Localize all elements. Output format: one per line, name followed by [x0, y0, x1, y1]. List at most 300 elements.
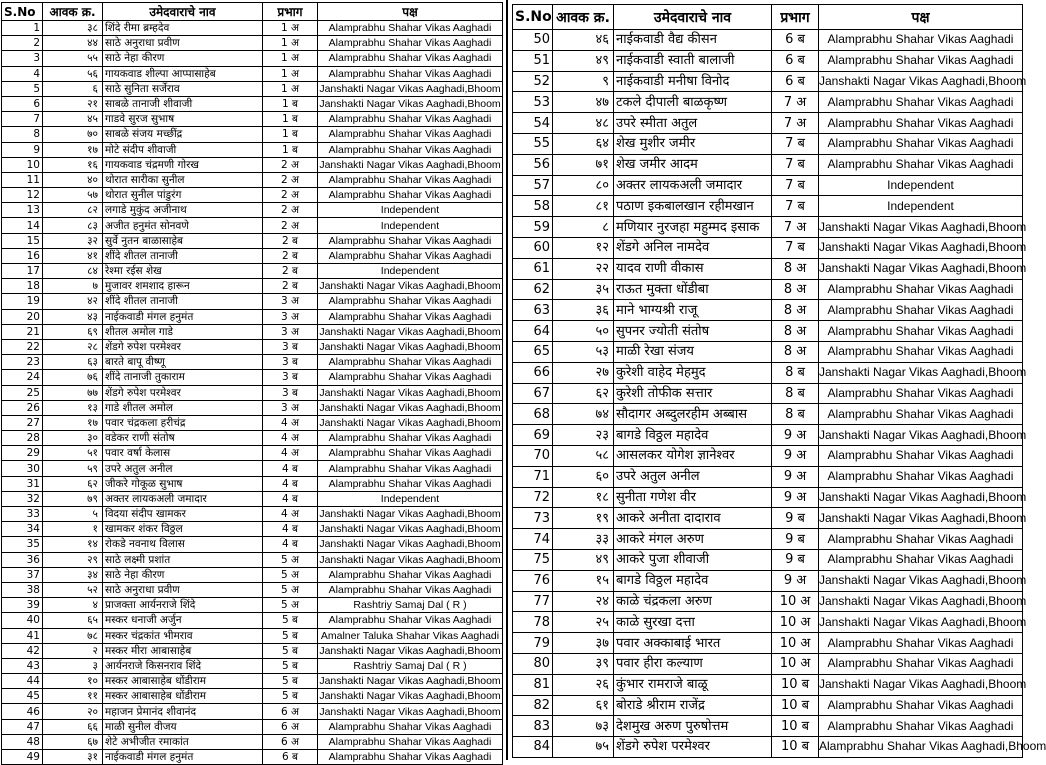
row-sno: 53 — [513, 92, 553, 113]
row-avak-number: १९ — [553, 508, 614, 529]
row-avak-number: ५५ — [43, 51, 103, 66]
table-row — [2, 279, 503, 294]
row-party: Janshakti Nagar Vikas Aaghadi,Bhoom — [319, 644, 501, 657]
row-ward: 1 अ — [263, 21, 318, 36]
row-party: Alamprabhu Shahar Vikas Aaghadi — [318, 51, 503, 66]
row-party: Independent — [318, 203, 503, 218]
row-party: Rashtriy Samaj Dal ( R ) — [318, 598, 503, 613]
row-avak-number: ३६ — [553, 300, 614, 321]
row-ward: 8 अ — [772, 300, 819, 321]
row-avak-number: ३८ — [43, 21, 103, 36]
row-party: Janshakti Nagar Vikas Aaghadi,Bhoom — [319, 690, 501, 703]
row-ward: 9 ब — [772, 549, 819, 570]
row-party: Alamprabhu Shahar Vikas Aaghadi — [819, 716, 1023, 737]
row-party: Alamprabhu Shahar Vikas Aaghadi — [819, 653, 1023, 674]
row-ward: 8 ब — [772, 362, 819, 383]
row-party: Alamprabhu Shahar Vikas Aaghadi — [318, 233, 503, 248]
row-candidate-name: थोरात सुनील पांडुरंग — [103, 188, 263, 203]
row-candidate-name: पवार अक्काबाई भारत — [614, 633, 772, 654]
row-sno: 42 — [2, 643, 43, 658]
row-candidate-name: मस्कर आबासाहेब धोंडीराम — [103, 674, 263, 689]
row-ward: 10 अ — [772, 591, 819, 612]
row-candidate-name: मस्कर मीरा आबासाहेब — [103, 643, 263, 658]
row-candidate-name: शेंडगे रुपेश परमेश्वर — [103, 339, 263, 354]
row-candidate-name: आकरे मंगल अरुण — [614, 529, 772, 550]
row-sno: 60 — [513, 237, 553, 258]
table-row — [2, 598, 503, 613]
row-avak-number: ९ — [553, 71, 614, 92]
row-candidate-name: कुंभार रामराजे बाळू — [614, 674, 772, 695]
row-avak-number: ६१ — [553, 695, 614, 716]
row-candidate-name: शेंडगे अनिल नामदेव — [614, 237, 772, 258]
row-avak-number: ४५ — [43, 112, 103, 127]
row-candidate-name: मस्कर चंद्रकांत भीमराव — [103, 628, 263, 643]
table-row — [2, 157, 503, 172]
table-row — [2, 522, 503, 537]
row-sno: 78 — [513, 612, 553, 633]
row-party: Alamprabhu Shahar Vikas Aaghadi — [318, 719, 503, 734]
row-avak-number: ३ — [43, 658, 103, 673]
table-row — [513, 737, 1023, 758]
row-ward: 5 अ — [263, 598, 318, 613]
row-ward: 2 अ — [263, 188, 318, 203]
row-candidate-name: साबळे संजय मच्छींद्र — [103, 127, 263, 142]
table-row — [2, 142, 503, 157]
row-candidate-name: वडेकर राणी संतोष — [103, 431, 263, 446]
row-candidate-name: शीतल अमोल गाडे — [103, 324, 263, 339]
row-candidate-name: कुरेशी तोफीक सत्तार — [614, 383, 772, 404]
row-candidate-name: साठे नेहा कीरण — [103, 51, 263, 66]
table-row — [2, 461, 503, 476]
header-avak: आवक क्र. — [43, 3, 103, 21]
row-ward: 9 ब — [772, 529, 819, 550]
table-row — [513, 612, 1023, 633]
row-sno: 74 — [513, 529, 553, 550]
row-avak-number: ४१ — [43, 248, 103, 263]
row-candidate-name: गाडे शीतल अमोल — [103, 400, 263, 415]
table-row — [2, 324, 503, 339]
row-sno: 55 — [513, 133, 553, 154]
row-candidate-name: शेंडगे रुपेश परमेश्वर — [103, 385, 263, 400]
row-candidate-name: शेख जमीर आदम — [614, 154, 772, 175]
row-sno: 67 — [513, 383, 553, 404]
table-row — [513, 445, 1023, 466]
row-party: Alamprabhu Shahar Vikas Aaghadi — [819, 383, 1023, 404]
row-avak-number: २८ — [43, 339, 103, 354]
table-row — [513, 217, 1023, 238]
row-ward: 4 अ — [263, 446, 318, 461]
row-candidate-name: साबळे तानाजी शीवाजी — [103, 96, 263, 111]
table-row — [513, 487, 1023, 508]
header-ward: प्रभाग — [772, 5, 819, 30]
row-party: Rashtriy Samaj Dal ( R ) — [318, 658, 503, 673]
row-candidate-name: बागडे विठ्ठल महादेव — [614, 570, 772, 591]
row-ward: 7 अ — [772, 217, 819, 238]
table-row — [2, 400, 503, 415]
row-party: Janshakti Nagar Vikas Aaghadi,Bhoom — [819, 487, 1023, 508]
row-avak-number: ६२ — [43, 476, 103, 491]
row-party: Alamprabhu Shahar Vikas Aaghadi — [318, 142, 503, 157]
row-party: Alamprabhu Shahar Vikas Aaghadi — [318, 446, 503, 461]
table-row — [2, 309, 503, 324]
row-ward: 2 ब — [263, 248, 318, 263]
row-party: Independent — [819, 175, 1023, 196]
row-party: Alamprabhu Shahar Vikas Aaghadi — [318, 112, 503, 127]
row-sno: 5 — [2, 81, 43, 96]
row-party: Alamprabhu Shahar Vikas Aaghadi — [819, 50, 1023, 71]
row-party: Alamprabhu Shahar Vikas Aaghadi — [819, 279, 1023, 300]
row-party: Janshakti Nagar Vikas Aaghadi,Bhoom — [319, 416, 501, 429]
row-party: Alamprabhu Shahar Vikas Aaghadi — [819, 30, 1023, 51]
row-sno: 68 — [513, 404, 553, 425]
row-ward: 3 अ — [263, 324, 318, 339]
row-party: Alamprabhu Shahar Vikas Aaghadi — [318, 613, 503, 628]
row-ward: 9 अ — [772, 425, 819, 446]
row-sno: 40 — [2, 613, 43, 628]
row-party: Janshakti Nagar Vikas Aaghadi,Bhoom — [819, 570, 1023, 591]
row-ward: 1 ब — [263, 112, 318, 127]
row-ward: 5 ब — [263, 613, 318, 628]
row-ward: 1 अ — [263, 66, 318, 81]
row-ward: 4 अ — [263, 431, 318, 446]
row-avak-number: ६३ — [43, 355, 103, 370]
row-candidate-name: रेश्मा रईस शेख — [103, 264, 263, 279]
row-candidate-name: पवार वर्षा केलास — [103, 446, 263, 461]
row-avak-number: ५९ — [43, 461, 103, 476]
row-avak-number: ३७ — [553, 633, 614, 654]
table-row — [513, 133, 1023, 154]
table-row — [513, 71, 1023, 92]
header-sno: S.No — [2, 3, 43, 21]
row-avak-number: १७ — [43, 415, 103, 430]
row-party: Alamprabhu Shahar Vikas Aaghadi — [318, 21, 503, 36]
row-party: Alamprabhu Shahar Vikas Aaghadi — [819, 113, 1023, 134]
row-sno: 14 — [2, 218, 43, 233]
table-row — [2, 36, 503, 51]
row-ward: 7 ब — [772, 196, 819, 217]
row-sno: 58 — [513, 196, 553, 217]
row-sno: 35 — [2, 537, 43, 552]
row-avak-number: ७८ — [43, 628, 103, 643]
row-party: Janshakti Nagar Vikas Aaghadi,Bhoom — [819, 612, 1023, 633]
row-party: Alamprabhu Shahar Vikas Aaghadi — [318, 309, 503, 324]
row-ward: 10 ब — [772, 674, 819, 695]
row-avak-number: ४४ — [43, 36, 103, 51]
row-party: Alamprabhu Shahar Vikas Aaghadi — [318, 355, 503, 370]
row-party: Alamprabhu Shahar Vikas Aaghadi — [819, 633, 1023, 654]
header-name: उमेदवाराचे नाव — [103, 3, 263, 21]
row-party: Janshakti Nagar Vikas Aaghadi,Bhoom — [319, 508, 501, 521]
row-candidate-name: अक्तर लायकअली जमादार — [614, 175, 772, 196]
row-sno: 65 — [513, 341, 553, 362]
row-avak-number: ५ — [43, 507, 103, 522]
row-candidate-name: टकले दीपाली बाळकृष्ण — [614, 92, 772, 113]
row-candidate-name: शींदे तानाजी तुकाराम — [103, 370, 263, 385]
row-candidate-name: सुर्वे नुतन बाळासाहेब — [103, 233, 263, 248]
row-avak-number: ३० — [43, 431, 103, 446]
row-candidate-name: काळे सुरखा दत्ता — [614, 612, 772, 633]
row-avak-number: ४८ — [553, 113, 614, 134]
row-sno: 76 — [513, 570, 553, 591]
row-ward: 10 अ — [772, 653, 819, 674]
row-ward: 7 ब — [772, 175, 819, 196]
row-ward: 5 अ — [263, 582, 318, 597]
row-sno: 11 — [2, 172, 43, 187]
table-row — [513, 549, 1023, 570]
row-avak-number: ७४ — [553, 404, 614, 425]
row-party: Alamprabhu Shahar Vikas Aaghadi — [819, 695, 1023, 716]
row-sno: 36 — [2, 552, 43, 567]
table-row — [2, 582, 503, 597]
row-sno: 13 — [2, 203, 43, 218]
row-party: Alamprabhu Shahar Vikas Aaghadi — [318, 172, 503, 187]
row-sno: 29 — [2, 446, 43, 461]
row-sno: 28 — [2, 431, 43, 446]
row-party: Janshakti Nagar Vikas Aaghadi,Bhoom — [819, 674, 1023, 695]
row-avak-number: ७७ — [43, 385, 103, 400]
row-party: Alamprabhu Shahar Vikas Aaghadi — [819, 300, 1023, 321]
row-avak-number: १० — [43, 674, 103, 689]
row-party: Alamprabhu Shahar Vikas Aaghadi — [318, 567, 503, 582]
row-avak-number: १२ — [553, 237, 614, 258]
row-avak-number: ५२ — [43, 582, 103, 597]
row-party: Alamprabhu Shahar Vikas Aaghadi — [318, 248, 503, 263]
row-party: Janshakti Nagar Vikas Aaghadi,Bhoom — [819, 71, 1023, 92]
row-ward: 5 अ — [263, 552, 318, 567]
row-sno: 9 — [2, 142, 43, 157]
table-row — [2, 264, 503, 279]
row-candidate-name: खामकर शंकर विठ्ठल — [103, 522, 263, 537]
row-sno: 15 — [2, 233, 43, 248]
row-sno: 34 — [2, 522, 43, 537]
row-ward: 10 ब — [772, 737, 819, 758]
row-candidate-name: साठे लक्ष्मी प्रशांत — [103, 552, 263, 567]
row-sno: 46 — [2, 704, 43, 719]
row-avak-number: २२ — [553, 258, 614, 279]
row-avak-number: ३५ — [553, 279, 614, 300]
row-avak-number: २५ — [553, 612, 614, 633]
row-avak-number: १५ — [553, 570, 614, 591]
row-avak-number: ७१ — [553, 154, 614, 175]
row-avak-number: ३२ — [43, 233, 103, 248]
table-row — [2, 446, 503, 461]
row-candidate-name: माने भाग्यश्री राजू — [614, 300, 772, 321]
row-avak-number: २४ — [553, 591, 614, 612]
row-sno: 6 — [2, 96, 43, 111]
table-row — [2, 188, 503, 203]
row-sno: 70 — [513, 445, 553, 466]
row-sno: 20 — [2, 309, 43, 324]
row-sno: 25 — [2, 385, 43, 400]
row-sno: 63 — [513, 300, 553, 321]
row-party: Alamprabhu Shahar Vikas Aaghadi — [819, 445, 1023, 466]
table-row — [513, 716, 1023, 737]
row-sno: 79 — [513, 633, 553, 654]
row-candidate-name: नाईकवाडी मनीषा विनोद — [614, 71, 772, 92]
row-avak-number: २० — [43, 704, 103, 719]
row-sno: 38 — [2, 582, 43, 597]
row-sno: 21 — [2, 324, 43, 339]
row-avak-number: ५६ — [43, 66, 103, 81]
row-party: Janshakti Nagar Vikas Aaghadi,Bhoom — [819, 237, 1023, 258]
row-candidate-name: बोराडे श्रीराम राजेंद्र — [614, 695, 772, 716]
row-avak-number: ६७ — [43, 734, 103, 749]
row-candidate-name: सौदागर अब्दुलरहीम अब्बास — [614, 404, 772, 425]
row-ward: 10 अ — [772, 633, 819, 654]
row-candidate-name: उपरे अतुल अनील — [103, 461, 263, 476]
row-avak-number: ६९ — [43, 324, 103, 339]
row-ward: 6 ब — [263, 750, 318, 765]
row-ward: 4 अ — [263, 507, 318, 522]
table-row — [513, 529, 1023, 550]
row-avak-number: ७० — [43, 127, 103, 142]
row-avak-number: ३१ — [43, 750, 103, 765]
row-avak-number: ६५ — [43, 613, 103, 628]
row-ward: 4 अ — [263, 415, 318, 430]
row-sno: 61 — [513, 258, 553, 279]
row-sno: 1 — [2, 21, 43, 36]
row-avak-number: ८ — [553, 217, 614, 238]
table-row — [513, 321, 1023, 342]
row-avak-number: ८० — [553, 175, 614, 196]
row-candidate-name: देशमुख अरुण पुरुषोत्तम — [614, 716, 772, 737]
row-ward: 3 ब — [263, 355, 318, 370]
row-party: Alamprabhu Shahar Vikas Aaghadi — [819, 92, 1023, 113]
table-row — [2, 81, 503, 96]
row-sno: 31 — [2, 476, 43, 491]
header-row — [2, 3, 503, 21]
row-party: Janshakti Nagar Vikas Aaghadi,Bhoom — [319, 553, 501, 566]
row-avak-number: ४९ — [553, 50, 614, 71]
row-party: Alamprabhu Shahar Vikas Aaghadi — [819, 549, 1023, 570]
row-sno: 80 — [513, 653, 553, 674]
row-ward: 1 अ — [263, 81, 318, 96]
row-candidate-name: शींदे शीतल तानाजी — [103, 248, 263, 263]
row-sno: 26 — [2, 400, 43, 415]
row-sno: 37 — [2, 567, 43, 582]
row-avak-number: ५७ — [43, 188, 103, 203]
row-ward: 1 अ — [263, 36, 318, 51]
row-sno: 82 — [513, 695, 553, 716]
row-sno: 39 — [2, 598, 43, 613]
row-avak-number: १४ — [43, 537, 103, 552]
row-party: Alamprabhu Shahar Vikas Aaghadi — [318, 582, 503, 597]
row-sno: 7 — [2, 112, 43, 127]
row-party: Janshakti Nagar Vikas Aaghadi,Bhoom — [819, 425, 1023, 446]
table-row — [513, 154, 1023, 175]
row-ward: 3 ब — [263, 339, 318, 354]
row-avak-number: ८४ — [43, 264, 103, 279]
row-avak-number: ११ — [43, 689, 103, 704]
row-avak-number: ८२ — [43, 203, 103, 218]
row-party: Janshakti Nagar Vikas Aaghadi,Bhoom — [319, 386, 501, 399]
row-sno: 43 — [2, 658, 43, 673]
table-row — [513, 425, 1023, 446]
row-ward: 2 अ — [263, 203, 318, 218]
table-row — [2, 66, 503, 81]
row-candidate-name: साठे अनुराधा प्रवीण — [103, 36, 263, 51]
table-row — [2, 628, 503, 643]
table-row — [2, 218, 503, 233]
row-sno: 81 — [513, 674, 553, 695]
row-avak-number: ३९ — [553, 653, 614, 674]
table-row — [2, 96, 503, 111]
table-row — [2, 203, 503, 218]
row-ward: 6 ब — [772, 71, 819, 92]
row-avak-number: ८१ — [553, 196, 614, 217]
row-ward: 9 ब — [772, 508, 819, 529]
row-sno: 27 — [2, 415, 43, 430]
table-row — [513, 633, 1023, 654]
row-candidate-name: काळे चंद्रकला अरुण — [614, 591, 772, 612]
table-row — [2, 537, 503, 552]
candidate-table-left — [1, 2, 503, 765]
row-candidate-name: गायकवाड शील्पा आप्पासाहेब — [103, 66, 263, 81]
row-avak-number: ८३ — [43, 218, 103, 233]
row-ward: 1 ब — [263, 142, 318, 157]
row-party: Alamprabhu Shahar Vikas Aaghadi — [318, 294, 503, 309]
table-row — [513, 175, 1023, 196]
row-candidate-name: मोटे संदीप शीवाजी — [103, 142, 263, 157]
row-sno: 77 — [513, 591, 553, 612]
table-row — [2, 385, 503, 400]
row-avak-number: २ — [43, 643, 103, 658]
row-avak-number: ४० — [43, 172, 103, 187]
row-avak-number: ४३ — [43, 309, 103, 324]
row-candidate-name: पवार चंद्रकला हरीचंद्र — [103, 415, 263, 430]
row-sno: 30 — [2, 461, 43, 476]
row-ward: 9 अ — [772, 466, 819, 487]
row-ward: 5 ब — [263, 643, 318, 658]
row-party: Janshakti Nagar Vikas Aaghadi,Bhoom — [319, 82, 501, 95]
row-party: Janshakti Nagar Vikas Aaghadi,Bhoom — [819, 258, 1023, 279]
row-ward: 8 ब — [772, 383, 819, 404]
row-candidate-name: थोरात सारीका सुनील — [103, 172, 263, 187]
row-sno: 75 — [513, 549, 553, 570]
row-ward: 7 अ — [772, 92, 819, 113]
row-sno: 3 — [2, 51, 43, 66]
row-candidate-name: माळी रेखा संजय — [614, 341, 772, 362]
row-sno: 62 — [513, 279, 553, 300]
header-party: पक्ष — [318, 3, 503, 21]
row-sno: 18 — [2, 279, 43, 294]
row-ward: 3 अ — [263, 309, 318, 324]
table-row — [2, 491, 503, 506]
header-name: उमेदवाराचे नाव — [614, 5, 772, 30]
row-candidate-name: जीकरे गोकूळ सुभाष — [103, 476, 263, 491]
row-candidate-name: अजीत हनुमंत सोनवणे — [103, 218, 263, 233]
row-sno: 19 — [2, 294, 43, 309]
table-row — [2, 248, 503, 263]
row-sno: 23 — [2, 355, 43, 370]
row-ward: 3 ब — [263, 370, 318, 385]
table-row — [513, 404, 1023, 425]
row-ward: 8 ब — [772, 404, 819, 425]
table-row — [2, 21, 503, 36]
row-avak-number: ३३ — [553, 529, 614, 550]
table-row — [2, 112, 503, 127]
row-party: Janshakti Nagar Vikas Aaghadi,Bhoom — [819, 217, 1023, 238]
row-ward: 3 अ — [263, 294, 318, 309]
row-ward: 5 अ — [263, 567, 318, 582]
row-ward: 10 अ — [772, 612, 819, 633]
row-candidate-name: नाईकवाडी मंगल हनुमंत — [103, 750, 263, 765]
row-party: Janshakti Nagar Vikas Aaghadi,Bhoom — [319, 705, 501, 718]
row-candidate-name: महाजन प्रेमानंद शीवानंद — [103, 704, 263, 719]
row-candidate-name: राऊत मुक्ता धोंडीबा — [614, 279, 772, 300]
table-row — [513, 258, 1023, 279]
row-sno: 4 — [2, 66, 43, 81]
